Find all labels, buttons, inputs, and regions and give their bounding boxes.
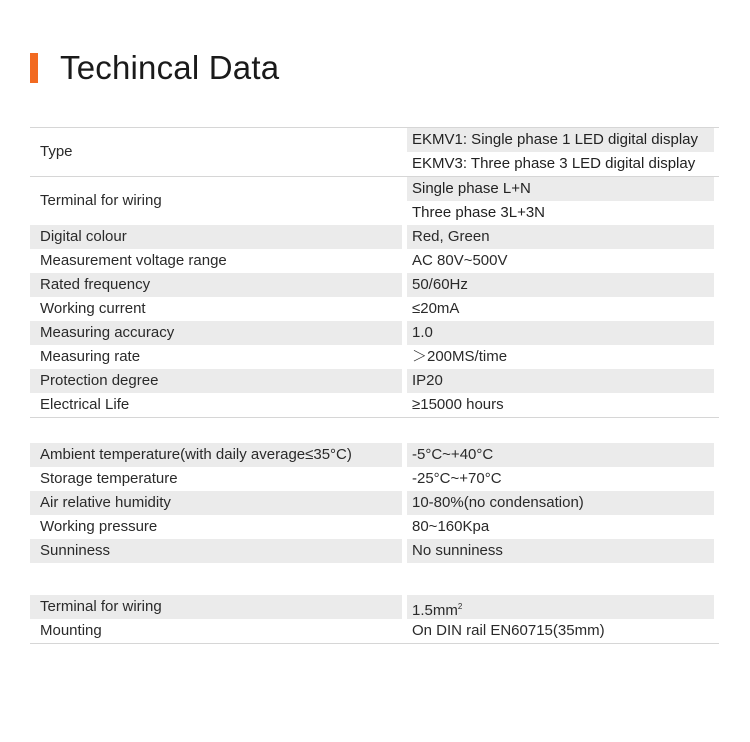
table-row [30, 393, 719, 417]
table-row [30, 595, 719, 619]
row-value: -25°C~+70°C [407, 467, 714, 491]
page-title: Techincal Data [60, 49, 280, 86]
table-row-type [30, 128, 719, 176]
row-value: On DIN rail EN60715(35mm) [407, 619, 714, 643]
row-value: 10-80%(no condensation) [407, 491, 714, 515]
accent-bar [30, 53, 38, 83]
table-row [30, 467, 719, 491]
row-label: Type [30, 128, 402, 176]
table-row [30, 515, 719, 539]
table-row [30, 443, 719, 467]
row-label: Working pressure [30, 515, 402, 539]
row-label: Measurement voltage range [30, 249, 402, 273]
table-row [30, 539, 719, 563]
row-label: Storage temperature [30, 467, 402, 491]
table-row [30, 619, 719, 643]
table-row-wiring [30, 177, 719, 225]
row-value: Three phase 3L+3N [407, 201, 714, 225]
table-row [30, 297, 719, 321]
row-label: Protection degree [30, 369, 402, 393]
row-value: EKMV3: Three phase 3 LED digital display [407, 152, 714, 176]
wiring-value-text: 1.5mm [412, 602, 458, 619]
row-label: Electrical Life [30, 393, 402, 417]
row-value: Single phase L+N [407, 177, 714, 201]
table-row [30, 345, 719, 369]
row-label: Sunniness [30, 539, 402, 563]
row-label: Working current [30, 297, 402, 321]
row-label: Digital colour [30, 225, 402, 249]
table-row [30, 273, 719, 297]
row-label: Terminal for wiring [30, 595, 402, 619]
row-value: No sunniness [407, 539, 714, 563]
row-value [407, 595, 714, 619]
row-value: ＞200MS/time [407, 345, 714, 369]
table-row [30, 225, 719, 249]
row-label: Measuring rate [30, 345, 402, 369]
row-value: -5°C~+40°C [407, 443, 714, 467]
row-value: Red, Green [407, 225, 714, 249]
row-value: EKMV1: Single phase 1 LED digital display [407, 128, 714, 152]
spec-table-environment [30, 443, 719, 563]
row-label: Measuring accuracy [30, 321, 402, 345]
row-label: Ambient temperature(with daily average≤35°C) [30, 443, 402, 467]
row-value: 80~160Kpa [407, 515, 714, 539]
row-value: 1.0 [407, 321, 714, 345]
row-value: 50/60Hz [407, 273, 714, 297]
row-label: Rated frequency [30, 273, 402, 297]
row-value: ≥15000 hours [407, 393, 714, 417]
table-row [30, 369, 719, 393]
superscript: 2 [457, 602, 463, 611]
spec-table-electrical [30, 127, 719, 418]
row-value: ≤20mA [407, 297, 714, 321]
row-value: IP20 [407, 369, 714, 393]
row-label: Mounting [30, 619, 402, 643]
table-row [30, 491, 719, 515]
row-label: Terminal for wiring [30, 177, 402, 225]
page-header [30, 48, 279, 88]
spec-table-installation [30, 595, 719, 644]
row-label: Air relative humidity [30, 491, 402, 515]
row-value: AC 80V~500V [407, 249, 714, 273]
table-row [30, 321, 719, 345]
table-row [30, 249, 719, 273]
